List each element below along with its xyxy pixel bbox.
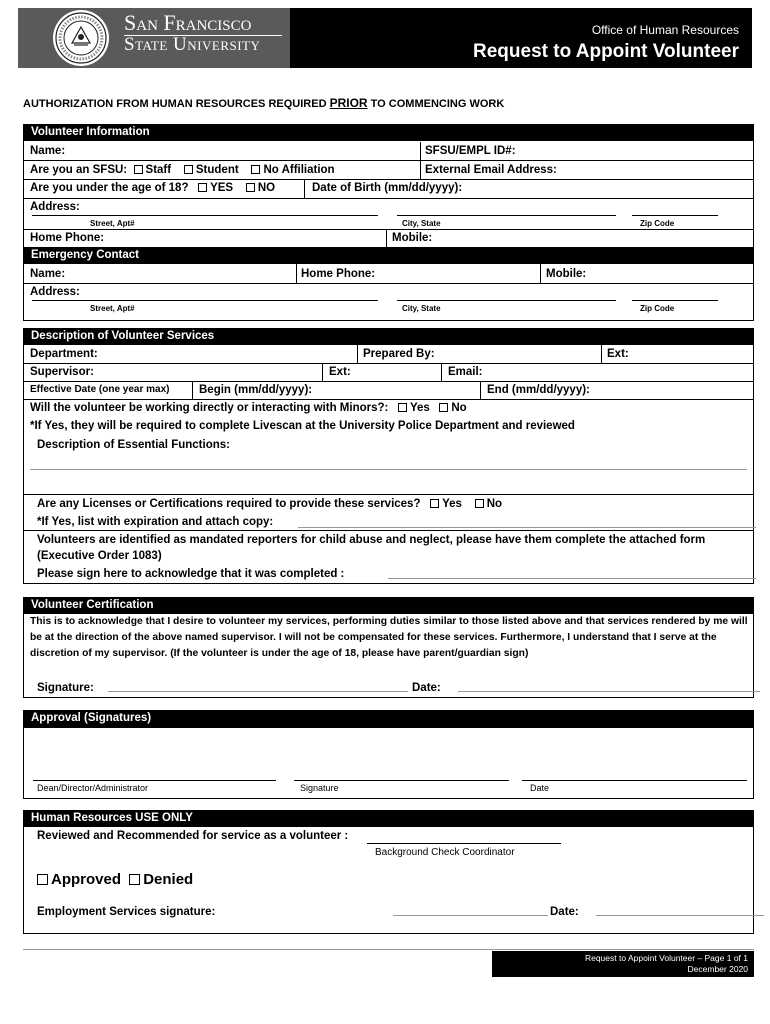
- university-line2: State University: [124, 34, 261, 55]
- street-caption: Street, Apt#: [90, 219, 135, 228]
- licenses-line[interactable]: [298, 527, 756, 528]
- ext-label-2: Ext:: [329, 366, 351, 378]
- signature-caption: Signature: [300, 783, 339, 793]
- supervisor-label: Supervisor:: [30, 366, 94, 378]
- address-label: Address:: [30, 201, 80, 213]
- sfsu-affiliation-row: Are you an SFSU: Staff Student No Affiliation: [30, 164, 335, 176]
- bg-check-caption: Background Check Coordinator: [375, 847, 515, 858]
- essential-functions-label: Description of Essential Functions:: [37, 439, 230, 451]
- city-caption: City, State: [402, 219, 441, 228]
- licenses-question: Are any Licenses or Certifications required to provide these services? Yes No: [37, 498, 503, 510]
- sfsu-id-label: SFSU/EMPL ID#:: [425, 145, 516, 157]
- under-18-row: Are you under the age of 18? YES NO: [30, 182, 276, 194]
- end-date-label: End (mm/dd/yyyy):: [487, 384, 590, 396]
- sign-acknowledge-label: Please sign here to acknowledge that it was completed :: [37, 568, 345, 580]
- prepared-by-label: Prepared By:: [363, 348, 435, 360]
- city-line[interactable]: [397, 215, 616, 216]
- minors-yes-checkbox[interactable]: [398, 403, 407, 412]
- essential-functions-line[interactable]: [30, 469, 747, 470]
- begin-date-label: Begin (mm/dd/yyyy):: [199, 384, 313, 396]
- hr-date-label: Date:: [550, 906, 579, 918]
- emergency-city-line[interactable]: [397, 300, 616, 301]
- emergency-street-line[interactable]: [32, 300, 378, 301]
- approval-decision: Approved Denied: [37, 871, 193, 888]
- licenses-yes-checkbox[interactable]: [430, 499, 439, 508]
- emergency-city-caption: City, State: [402, 304, 441, 313]
- certification-signature-label: Signature:: [37, 682, 94, 694]
- dob-label: Date of Birth (mm/dd/yyyy):: [312, 182, 463, 194]
- student-checkbox[interactable]: [184, 165, 193, 174]
- university-name: [124, 12, 260, 56]
- licenses-note: *If Yes, list with expiration and attach copy:: [37, 516, 274, 528]
- no-affiliation-checkbox[interactable]: [251, 165, 260, 174]
- hr-date-line[interactable]: [596, 915, 764, 916]
- approval-heading: Approval (Signatures): [23, 710, 754, 728]
- certification-text: This is to acknowledge that I desire to volunteer my services, performing duties similar to those listed above and that services rendered by me will be at the direction of the above named supervisor. I will not be compensated for these services. Furthermore, I understand that I serve at the discretion of my supervisor. (If the volunteer is under the age of 18, please have parent/guardian sign): [30, 616, 748, 659]
- email-label: Email:: [448, 366, 483, 378]
- emergency-name-label: Name:: [30, 268, 66, 280]
- office-name: Office of Human Resources: [591, 23, 739, 37]
- university-line1: San Francisco: [124, 10, 252, 35]
- ext-label-1: Ext:: [607, 348, 629, 360]
- authorization-notice: AUTHORIZATION FROM HUMAN RESOURCES REQUIRED PRIOR TO COMMENCING WORK: [23, 96, 505, 110]
- footer-date: December 2020: [687, 964, 748, 974]
- dean-caption: Dean/Director/Administrator: [37, 783, 149, 793]
- volunteer-name-label: Name:: [30, 145, 66, 157]
- emergency-home-phone-label: Home Phone:: [301, 268, 376, 280]
- dean-signature-line[interactable]: [33, 780, 276, 781]
- reviewed-label: Reviewed and Recommended for service as a volunteer :: [37, 830, 349, 842]
- volunteer-info-heading: Volunteer Information: [23, 124, 754, 141]
- minors-question: Will the volunteer be working directly or interacting with Minors?: Yes No: [30, 402, 467, 414]
- emergency-zip-caption: Zip Code: [640, 304, 675, 313]
- certification-signature-line[interactable]: [108, 691, 408, 692]
- department-label: Department:: [30, 348, 98, 360]
- approved-checkbox[interactable]: [37, 874, 48, 885]
- emergency-mobile-label: Mobile:: [546, 268, 587, 280]
- certification-date-line[interactable]: [458, 691, 760, 692]
- minors-note: *If Yes, they will be required to complete Livescan at the University Police Department and reviewed: [30, 420, 575, 432]
- hr-only-heading: Human Resources USE ONLY: [23, 810, 754, 827]
- street-line[interactable]: [32, 215, 378, 216]
- page-title: Request to Appoint Volunteer: [473, 41, 739, 62]
- emergency-street-caption: Street, Apt#: [90, 304, 135, 313]
- mandated-reporter-note: Volunteers are identified as mandated reporters for child abuse and neglect, please have them complete the attached form (Executive Order 1083): [37, 534, 706, 562]
- footer-page: Request to Appoint Volunteer – Page 1 of 1: [584, 953, 748, 963]
- employment-signature-line[interactable]: [393, 915, 548, 916]
- external-email-label: External Email Address:: [425, 164, 557, 176]
- minors-no-checkbox[interactable]: [439, 403, 448, 412]
- acknowledge-signature-line[interactable]: [388, 578, 756, 579]
- footer-rule: [23, 949, 754, 950]
- date-caption: Date: [530, 783, 550, 793]
- bg-check-line[interactable]: [367, 843, 561, 844]
- emergency-address-label: Address:: [30, 286, 80, 298]
- zip-caption: Zip Code: [640, 219, 675, 228]
- certification-date-label: Date:: [412, 682, 441, 694]
- services-heading: Description of Volunteer Services: [23, 328, 754, 345]
- employment-signature-label: Employment Services signature:: [37, 906, 216, 918]
- zip-line[interactable]: [632, 215, 718, 216]
- home-phone-label: Home Phone:: [30, 232, 105, 244]
- under-18-no-checkbox[interactable]: [246, 183, 255, 192]
- licenses-no-checkbox[interactable]: [475, 499, 484, 508]
- mobile-label: Mobile:: [392, 232, 433, 244]
- effective-date-label: Effective Date (one year max): [30, 384, 170, 395]
- certification-heading: Volunteer Certification: [23, 597, 754, 614]
- under-18-yes-checkbox[interactable]: [198, 183, 207, 192]
- prior-emphasis: PRIOR: [329, 96, 368, 110]
- approval-signature-line[interactable]: [294, 780, 509, 781]
- underline-university: [124, 35, 282, 36]
- emergency-zip-line[interactable]: [632, 300, 718, 301]
- approval-date-line[interactable]: [522, 780, 747, 781]
- university-seal: [52, 9, 110, 67]
- footer-text: [585, 953, 748, 975]
- emergency-contact-heading: Emergency Contact: [23, 247, 754, 264]
- staff-checkbox[interactable]: [134, 165, 143, 174]
- denied-checkbox[interactable]: [129, 874, 140, 885]
